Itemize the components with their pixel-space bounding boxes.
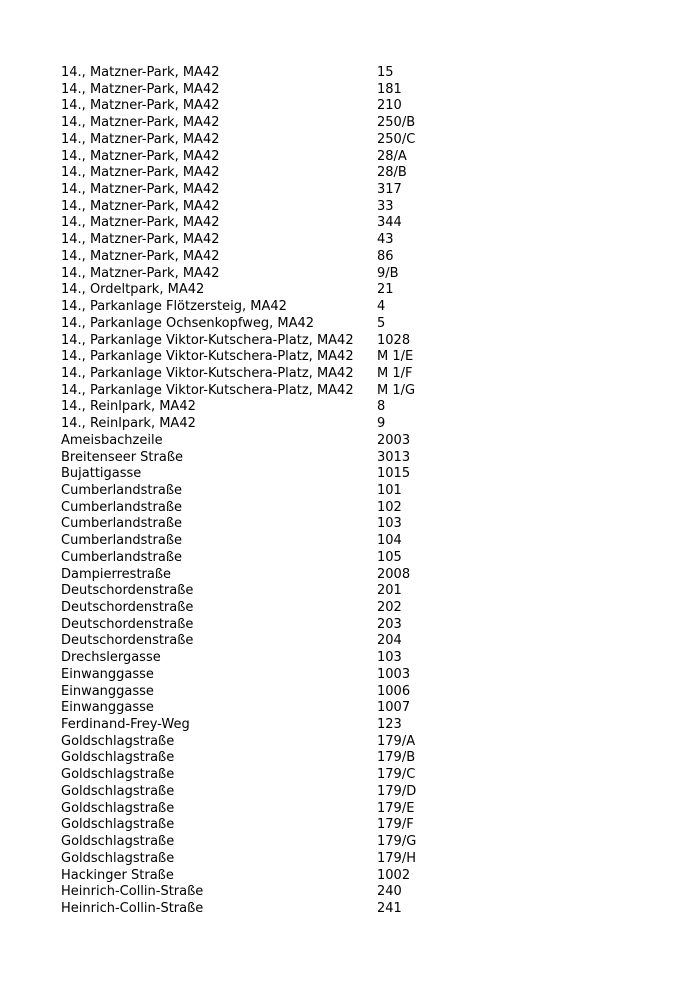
list-item xyxy=(61,901,661,918)
list-item xyxy=(61,767,661,784)
list-item xyxy=(61,466,661,483)
location-number: 103 xyxy=(377,650,402,666)
list-item xyxy=(61,617,661,634)
location-number: 103 xyxy=(377,516,402,532)
list-item xyxy=(61,199,661,216)
location-number: 33 xyxy=(377,198,394,214)
location-number: 241 xyxy=(377,900,402,916)
location-number: 101 xyxy=(377,482,402,498)
location-number: 210 xyxy=(377,98,402,114)
location-name: Deutschordenstraße xyxy=(61,633,194,649)
location-name: 14., Reinlpark, MA42 xyxy=(61,416,196,432)
location-name: 14., Parkanlage Viktor-Kutschera-Platz, MA42 xyxy=(61,365,354,381)
location-number: 2003 xyxy=(377,432,411,448)
location-number: 3013 xyxy=(377,449,411,465)
list-item xyxy=(61,165,661,182)
location-name: Dampierrestraße xyxy=(61,566,172,582)
location-name: 14., Parkanlage Viktor-Kutschera-Platz, MA42 xyxy=(61,382,354,398)
list-item xyxy=(61,600,661,617)
location-number: 123 xyxy=(377,717,402,733)
list-item xyxy=(61,132,661,149)
location-name: Cumberlandstraße xyxy=(61,549,183,565)
location-number-list xyxy=(61,65,661,918)
list-item xyxy=(61,834,661,851)
location-name: Goldschlagstraße xyxy=(61,834,175,850)
list-item xyxy=(61,399,661,416)
location-number: 179/B xyxy=(377,750,416,766)
location-name: 14., Matzner-Park, MA42 xyxy=(61,198,220,214)
location-name: Heinrich-Collin-Straße xyxy=(61,900,204,916)
location-name: Goldschlagstraße xyxy=(61,800,175,816)
list-item xyxy=(61,550,661,567)
location-name: Einwanggasse xyxy=(61,683,154,699)
location-number: 9/B xyxy=(377,265,399,281)
location-number: M 1/E xyxy=(377,349,414,365)
list-item xyxy=(61,215,661,232)
list-item xyxy=(61,333,661,350)
location-name: Cumberlandstraße xyxy=(61,516,183,532)
location-number: 102 xyxy=(377,499,402,515)
location-number: 179/G xyxy=(377,834,417,850)
location-number: 250/B xyxy=(377,115,416,131)
location-number: 202 xyxy=(377,600,402,615)
list-item xyxy=(61,82,661,99)
list-item xyxy=(61,349,661,366)
list-item xyxy=(61,433,661,450)
location-name: 14., Matzner-Park, MA42 xyxy=(61,131,220,147)
location-number: 179/D xyxy=(377,783,417,799)
list-item xyxy=(61,416,661,433)
location-number: 9 xyxy=(377,416,386,432)
list-item xyxy=(61,500,661,517)
location-number: 179/F xyxy=(377,817,414,833)
list-item xyxy=(61,667,661,684)
list-item xyxy=(61,366,661,383)
location-name: 14., Matzner-Park, MA42 xyxy=(61,215,220,231)
location-name: 14., Matzner-Park, MA42 xyxy=(61,65,220,80)
list-item xyxy=(61,383,661,400)
location-number: 179/E xyxy=(377,800,415,816)
list-item xyxy=(61,533,661,550)
location-number: 204 xyxy=(377,633,402,649)
list-item xyxy=(61,817,661,834)
location-number: 317 xyxy=(377,182,402,198)
location-number: 104 xyxy=(377,533,402,549)
list-item xyxy=(61,633,661,650)
list-item xyxy=(61,266,661,283)
location-name: 14., Ordeltpark, MA42 xyxy=(61,282,205,298)
list-item xyxy=(61,583,661,600)
location-number: 203 xyxy=(377,616,402,632)
location-name: Hackinger Straße xyxy=(61,867,174,883)
location-number: 179/H xyxy=(377,850,416,866)
location-name: Goldschlagstraße xyxy=(61,733,175,749)
location-name: Einwanggasse xyxy=(61,700,154,716)
list-item xyxy=(61,784,661,801)
location-name: 14., Parkanlage Ochsenkopfweg, MA42 xyxy=(61,315,315,331)
location-name: 14., Matzner-Park, MA42 xyxy=(61,232,220,248)
location-name: Cumberlandstraße xyxy=(61,499,183,515)
list-item xyxy=(61,483,661,500)
location-number: M 1/F xyxy=(377,365,413,381)
list-item xyxy=(61,801,661,818)
list-item xyxy=(61,851,661,868)
list-item xyxy=(61,750,661,767)
location-name: Deutschordenstraße xyxy=(61,583,194,599)
location-name: Breitenseer Straße xyxy=(61,449,184,465)
list-item xyxy=(61,650,661,667)
list-item xyxy=(61,884,661,901)
location-number: 28/B xyxy=(377,165,407,181)
location-name: Ferdinand-Frey-Weg xyxy=(61,717,190,733)
location-number: 201 xyxy=(377,583,402,599)
location-name: Heinrich-Collin-Straße xyxy=(61,884,204,900)
location-name: 14., Parkanlage Viktor-Kutschera-Platz, MA42 xyxy=(61,332,354,348)
list-item xyxy=(61,868,661,885)
list-item xyxy=(61,182,661,199)
location-number: 86 xyxy=(377,248,394,264)
location-number: 179/A xyxy=(377,733,416,749)
list-item xyxy=(61,282,661,299)
location-name: 14., Matzner-Park, MA42 xyxy=(61,182,220,198)
location-number: 8 xyxy=(377,399,386,415)
list-item xyxy=(61,316,661,333)
list-item xyxy=(61,98,661,115)
location-number: 4 xyxy=(377,299,386,315)
location-name: 14., Matzner-Park, MA42 xyxy=(61,115,220,131)
location-name: 14., Parkanlage Viktor-Kutschera-Platz, MA42 xyxy=(61,349,354,365)
location-name: Goldschlagstraße xyxy=(61,750,175,766)
location-number: 344 xyxy=(377,215,402,231)
location-name: Ameisbachzeile xyxy=(61,432,163,448)
list-item xyxy=(61,684,661,701)
list-item xyxy=(61,516,661,533)
location-number: 1028 xyxy=(377,332,411,348)
location-number: 1006 xyxy=(377,683,411,699)
location-name: Goldschlagstraße xyxy=(61,783,175,799)
location-name: Goldschlagstraße xyxy=(61,767,175,783)
list-item xyxy=(61,717,661,734)
list-item xyxy=(61,567,661,584)
location-name: Cumberlandstraße xyxy=(61,482,183,498)
list-item xyxy=(61,450,661,467)
list-item xyxy=(61,232,661,249)
location-number: 1003 xyxy=(377,666,411,682)
location-number: 250/C xyxy=(377,131,416,147)
location-number: 179/C xyxy=(377,767,416,783)
location-name: Einwanggasse xyxy=(61,666,154,682)
location-name: 14., Parkanlage Flötzersteig, MA42 xyxy=(61,299,287,315)
location-number: 43 xyxy=(377,232,394,248)
location-name: 14., Matzner-Park, MA42 xyxy=(61,248,220,264)
location-name: Goldschlagstraße xyxy=(61,850,175,866)
location-name: Drechslergasse xyxy=(61,650,161,666)
location-name: Cumberlandstraße xyxy=(61,533,183,549)
location-number: 1002 xyxy=(377,867,411,883)
location-number: 240 xyxy=(377,884,402,900)
location-name: 14., Matzner-Park, MA42 xyxy=(61,148,220,164)
location-name: Deutschordenstraße xyxy=(61,600,194,615)
list-item xyxy=(61,734,661,751)
list-item xyxy=(61,299,661,316)
location-number: 1007 xyxy=(377,700,411,716)
list-item xyxy=(61,65,661,82)
location-number: 21 xyxy=(377,282,394,298)
location-name: Deutschordenstraße xyxy=(61,616,194,632)
location-number: 15 xyxy=(377,65,394,80)
location-number: 105 xyxy=(377,549,402,565)
location-name: Bujattigasse xyxy=(61,466,142,482)
location-number: 5 xyxy=(377,315,386,331)
location-number: 181 xyxy=(377,81,402,97)
list-item xyxy=(61,249,661,266)
location-number: M 1/G xyxy=(377,382,416,398)
list-item xyxy=(61,115,661,132)
location-name: 14., Matzner-Park, MA42 xyxy=(61,165,220,181)
location-number: 2008 xyxy=(377,566,411,582)
list-item xyxy=(61,700,661,717)
location-number: 1015 xyxy=(377,466,411,482)
location-name: Goldschlagstraße xyxy=(61,817,175,833)
location-name: 14., Reinlpark, MA42 xyxy=(61,399,196,415)
location-name: 14., Matzner-Park, MA42 xyxy=(61,81,220,97)
location-name: 14., Matzner-Park, MA42 xyxy=(61,98,220,114)
location-name: 14., Matzner-Park, MA42 xyxy=(61,265,220,281)
list-item xyxy=(61,149,661,166)
location-number: 28/A xyxy=(377,148,407,164)
